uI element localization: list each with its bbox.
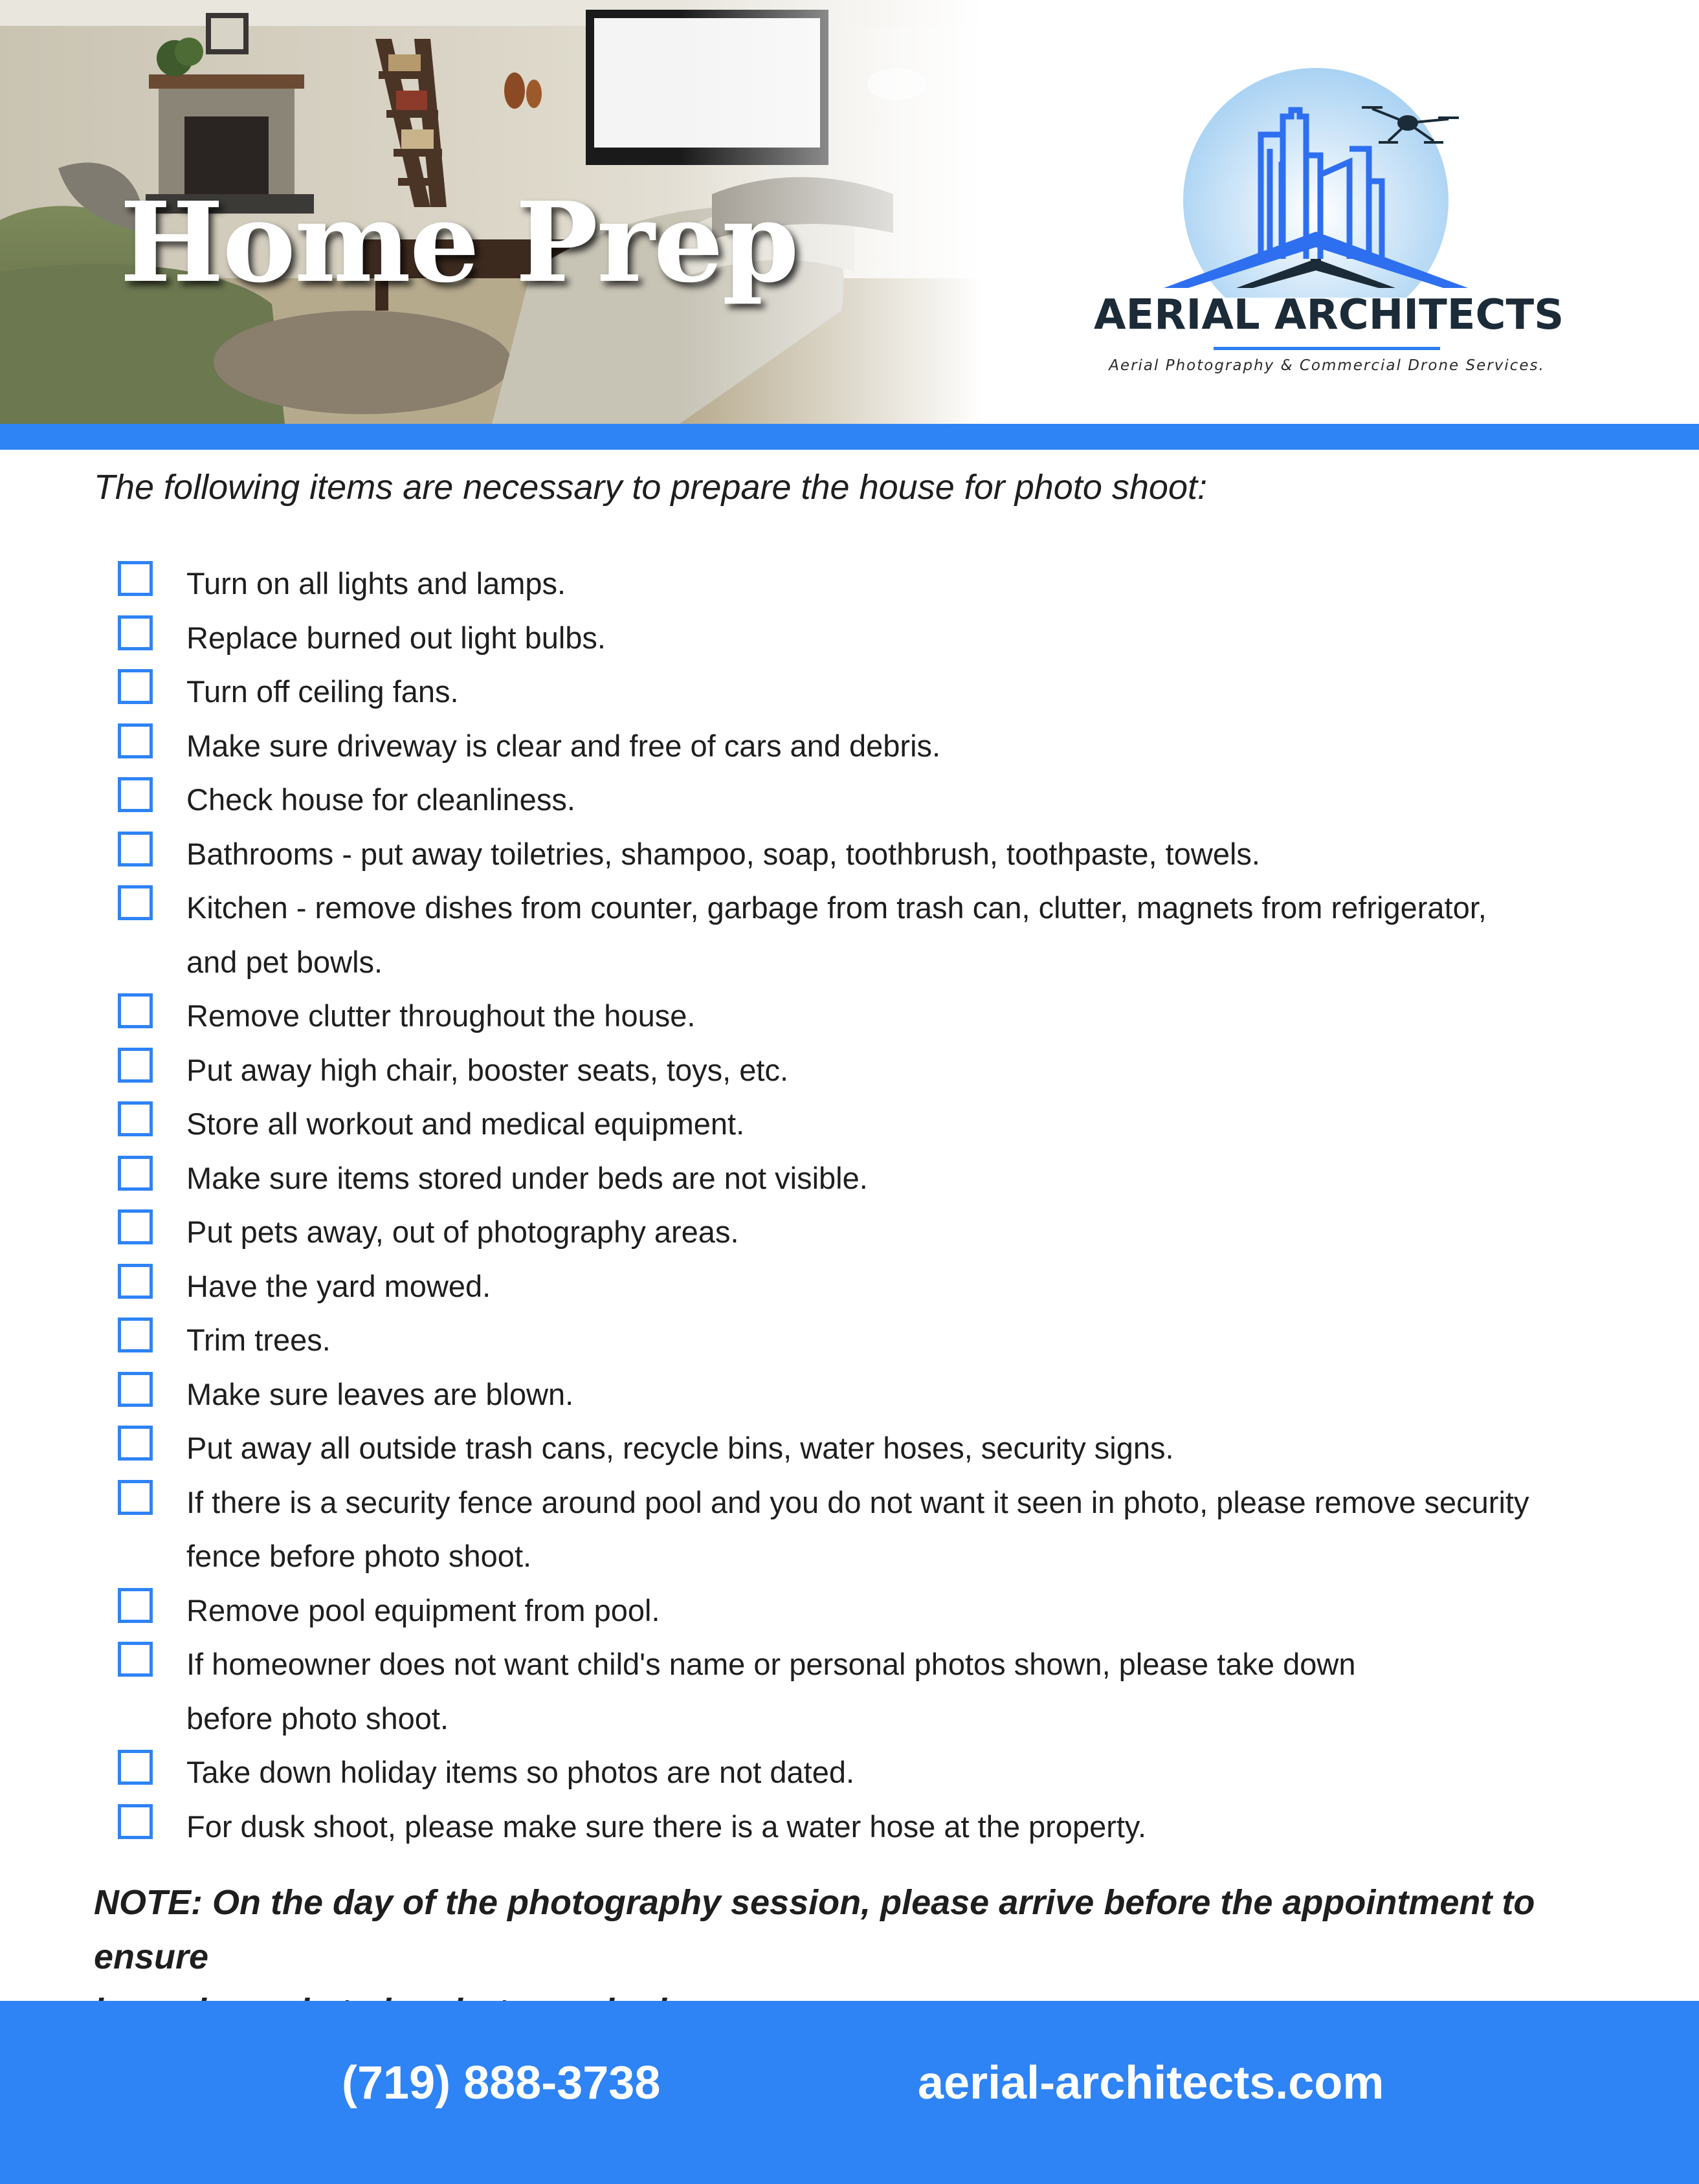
intro-text: The following items are necessary to prepare the house for photo shoot: — [94, 468, 1207, 507]
checklist-item — [117, 1475, 1573, 1583]
checkbox[interactable] — [118, 832, 153, 866]
checklist-item-text-continued: fence before photo shoot. — [186, 1539, 532, 1573]
checklist-item-text: Bathrooms - put away toiletries, shampoo, soap, toothbrush, toothpaste, towels. — [186, 836, 1260, 871]
checklist-item — [117, 1637, 1573, 1745]
city-skyline-drone-icon — [1094, 65, 1560, 298]
logo-underline — [1214, 347, 1440, 350]
checklist-item-text: Have the yard mowed. — [186, 1268, 491, 1303]
footer — [0, 2001, 1699, 2184]
checklist-item — [117, 557, 1573, 611]
checkbox[interactable] — [118, 1048, 153, 1083]
checklist-item — [117, 881, 1573, 989]
logo-tagline: Aerial Photography & Commercial Drone Services. — [1109, 357, 1545, 374]
checklist-item-text: Remove pool equipment from pool. — [186, 1593, 660, 1627]
checkbox[interactable] — [118, 561, 153, 596]
checklist-item — [117, 1367, 1573, 1422]
checkbox[interactable] — [118, 1642, 153, 1677]
checklist-item-text-continued: before photo shoot. — [186, 1701, 449, 1736]
page-title: Home Prep — [120, 178, 798, 307]
checklist-item-text: Turn off ceiling fans. — [186, 674, 459, 709]
checkbox[interactable] — [118, 1318, 153, 1352]
checklist-item — [117, 1205, 1573, 1259]
checkbox[interactable] — [118, 1480, 153, 1515]
checkbox[interactable] — [118, 1588, 153, 1623]
company-logo — [1094, 65, 1564, 388]
checklist-item-text-continued: and pet bowls. — [186, 944, 383, 979]
checklist-item — [117, 1745, 1573, 1800]
checklist-item-text: Check house for cleanliness. — [186, 782, 575, 817]
checkbox[interactable] — [118, 615, 153, 650]
footer-phone: (719) 888-3738 — [342, 2057, 661, 2109]
checklist-item — [117, 1583, 1573, 1638]
checkbox[interactable] — [118, 1804, 153, 1839]
checklist-item — [117, 1097, 1573, 1151]
checkbox[interactable] — [118, 723, 153, 758]
checklist-item — [117, 827, 1573, 881]
checkbox[interactable] — [118, 1101, 153, 1136]
checklist-item — [117, 1800, 1573, 1854]
footer-website-link[interactable]: aerial-architects.com — [918, 2057, 1384, 2109]
logo-company-name: AERIAL ARCHITECTS — [1094, 291, 1564, 339]
checklist-item-text: Remove clutter throughout the house. — [186, 998, 696, 1033]
checklist-item-text: Store all workout and medical equipment. — [186, 1107, 745, 1141]
checkbox[interactable] — [118, 777, 153, 812]
checkbox[interactable] — [118, 993, 153, 1028]
checklist-item — [117, 1421, 1573, 1475]
note-line-1: NOTE: On the day of the photography session, please arrive before the appointment to ensure — [94, 1883, 1535, 1976]
checklist-item — [117, 1313, 1573, 1367]
checklist-item-text: Make sure items stored under beds are not visible. — [186, 1160, 868, 1195]
header — [0, 0, 1699, 424]
checklist-item-text: Put away all outside trash cans, recycle bins, water hoses, security signs. — [186, 1431, 1174, 1465]
checklist-item-text: If there is a security fence around pool and you do not want it seen in photo, please remove security — [186, 1484, 1529, 1519]
checklist-item-text: Kitchen - remove dishes from counter, garbage from trash can, clutter, magnets from refrigerator, — [186, 890, 1487, 925]
checklist-item — [117, 1151, 1573, 1206]
checklist-item-text: Put pets away, out of photography areas. — [186, 1215, 739, 1249]
checklist-item — [117, 989, 1573, 1043]
checklist-item — [117, 611, 1573, 665]
checkbox[interactable] — [118, 669, 153, 704]
checklist-item-text: Put away high chair, booster seats, toys, etc. — [186, 1052, 789, 1087]
checkbox[interactable] — [118, 1426, 153, 1461]
checklist-item-text: Replace burned out light bulbs. — [186, 620, 606, 655]
checklist-item-text: Take down holiday items so photos are not dated. — [186, 1755, 855, 1789]
checklist-item — [117, 773, 1573, 827]
checklist-item — [117, 665, 1573, 719]
checklist-item — [117, 1259, 1573, 1314]
living-room-photo — [0, 0, 984, 424]
header-accent-bar — [0, 424, 1699, 450]
checklist-item-text: Make sure leaves are blown. — [186, 1376, 574, 1411]
checklist-item-text: Trim trees. — [186, 1323, 331, 1357]
prep-checklist — [117, 557, 1573, 1853]
checkbox[interactable] — [118, 1209, 153, 1244]
checklist-item — [117, 1043, 1573, 1098]
checkbox[interactable] — [118, 885, 153, 920]
checklist-item-text: Turn on all lights and lamps. — [186, 566, 566, 601]
checklist-item-text: If homeowner does not want child's name or personal photos shown, please take down — [186, 1647, 1356, 1681]
checklist-item-text: For dusk shoot, please make sure there is a water hose at the property. — [186, 1809, 1147, 1844]
checklist-item-text: Make sure driveway is clear and free of cars and debris. — [186, 728, 941, 763]
checkbox[interactable] — [118, 1750, 153, 1785]
checkbox[interactable] — [118, 1264, 153, 1299]
checkbox[interactable] — [118, 1156, 153, 1191]
checkbox[interactable] — [118, 1372, 153, 1407]
checklist-item — [117, 719, 1573, 773]
